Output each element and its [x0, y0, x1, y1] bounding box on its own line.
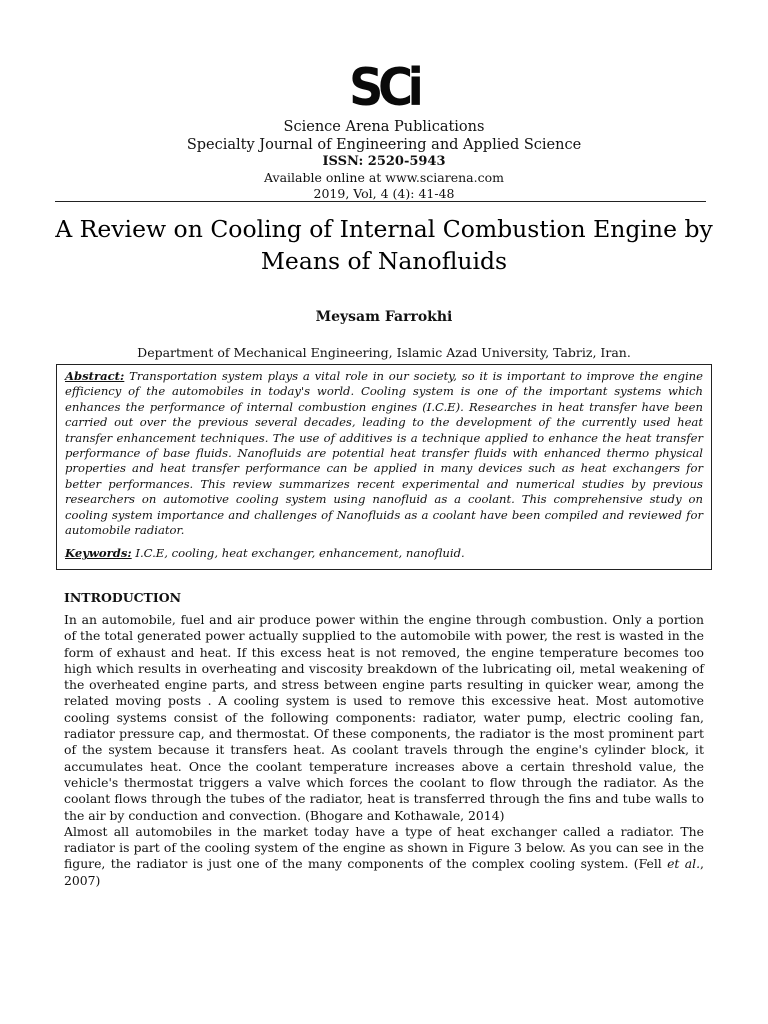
abstract-text: Transportation system plays a vital role in our society, so it is important to improve the engine efficiency of the automobiles in today's world. Cooling system is one of the important systems which enhances the performance of internal combustion engines (I.C.E). Researches in heat transfer have been carried out over the previous several decades, leading to the development of the currently used heat transfer enhancement techniques. The use of additives is a technique applied to enhance the heat transfer performance of base fluids. Nanofluids are potential heat transfer fluids with enhanced thermo physical properties and heat transfer performance can be applied in many devices such as heat exchangers for better performances. This review summarizes recent experimental and numerical studies by previous researchers on automotive cooling system using nanofluid as a coolant. This comprehensive study on cooling system importance and challenges of Nanofluids as a coolant have been compiled and reviewed for automobile radiator.	[65, 369, 704, 538]
journal-name: Specialty Journal of Engineering and Applied Science	[186, 137, 582, 153]
intro-paragraph-2	[64, 824, 704, 889]
masthead	[0, 118, 768, 202]
author-name: Meysam Farrokhi	[315, 309, 453, 325]
intro-paragraph-2-end: , 2007)	[64, 856, 704, 888]
abstract-box	[56, 364, 712, 570]
intro-paragraph-2-main: Almost all automobiles in the market today have a type of heat exchanger called a radiator. The radiator is part of the cooling system of the engine as shown in Figure 3 below. As you can see in the figure, the radiator is just one of the many components of the complex cooling system. (Fell	[64, 823, 704, 872]
keywords-text: I.C.E, cooling, heat exchanger, enhancement, nanofluid.	[135, 546, 465, 561]
publisher-name: Science Arena Publications	[283, 119, 485, 135]
logo-mark: SCi	[349, 58, 419, 118]
issn: ISSN: 2520-5943	[322, 154, 446, 169]
available-online: Available online at www.sciarena.com	[264, 170, 504, 185]
keywords-line	[65, 546, 703, 561]
publisher-logo	[0, 58, 768, 118]
header-divider	[55, 201, 706, 202]
volume-info: 2019, Vol, 4 (4): 41-48	[313, 186, 455, 201]
intro-paragraph-1: In an automobile, fuel and air produce power within the engine through combustion. Only a portion of the total generated power actually supplied to the automobile with power, the rest is wasted in the form of exhaust and heat. If this excess heat is not removed, the engine temperature becomes too high which results in overheating and viscosity breakdown of the lubricating oil, metal weakening of the overheated engine parts, and stress between engine parts resulting in quicker wear, among the related moving posts . A cooling system is used to remove this excessive heat. Most automotive cooling systems consist of the following components: radiator, water pump, electric cooling fan, radiator pressure cap, and thermostat. Of these components, the radiator is the most prominent part of the system because it transfers heat. As coolant travels through the engine's cylinder block, it accumulates heat. Once the coolant temperature increases above a certain threshold value, the vehicle's thermostat triggers a valve which forces the coolant to flow through the radiator. As the coolant flows through the tubes of the radiator, heat is transferred through the fins and tube walls to the air by conduction and convection. (Bhogare and Kothawale, 2014)	[64, 612, 704, 823]
abstract-label: Abstract:	[65, 369, 125, 383]
et-al: et al.	[667, 856, 701, 872]
introduction-heading: INTRODUCTION	[64, 590, 182, 605]
abstract-paragraph	[65, 369, 703, 538]
keywords-label: Keywords:	[65, 546, 132, 561]
introduction-body	[64, 612, 704, 889]
paper-title: A Review on Cooling of Internal Combustion Engine by Means of Nanofluids	[55, 215, 713, 275]
author-affiliation: Department of Mechanical Engineering, Islamic Azad University, Tabriz, Iran.	[137, 345, 631, 360]
